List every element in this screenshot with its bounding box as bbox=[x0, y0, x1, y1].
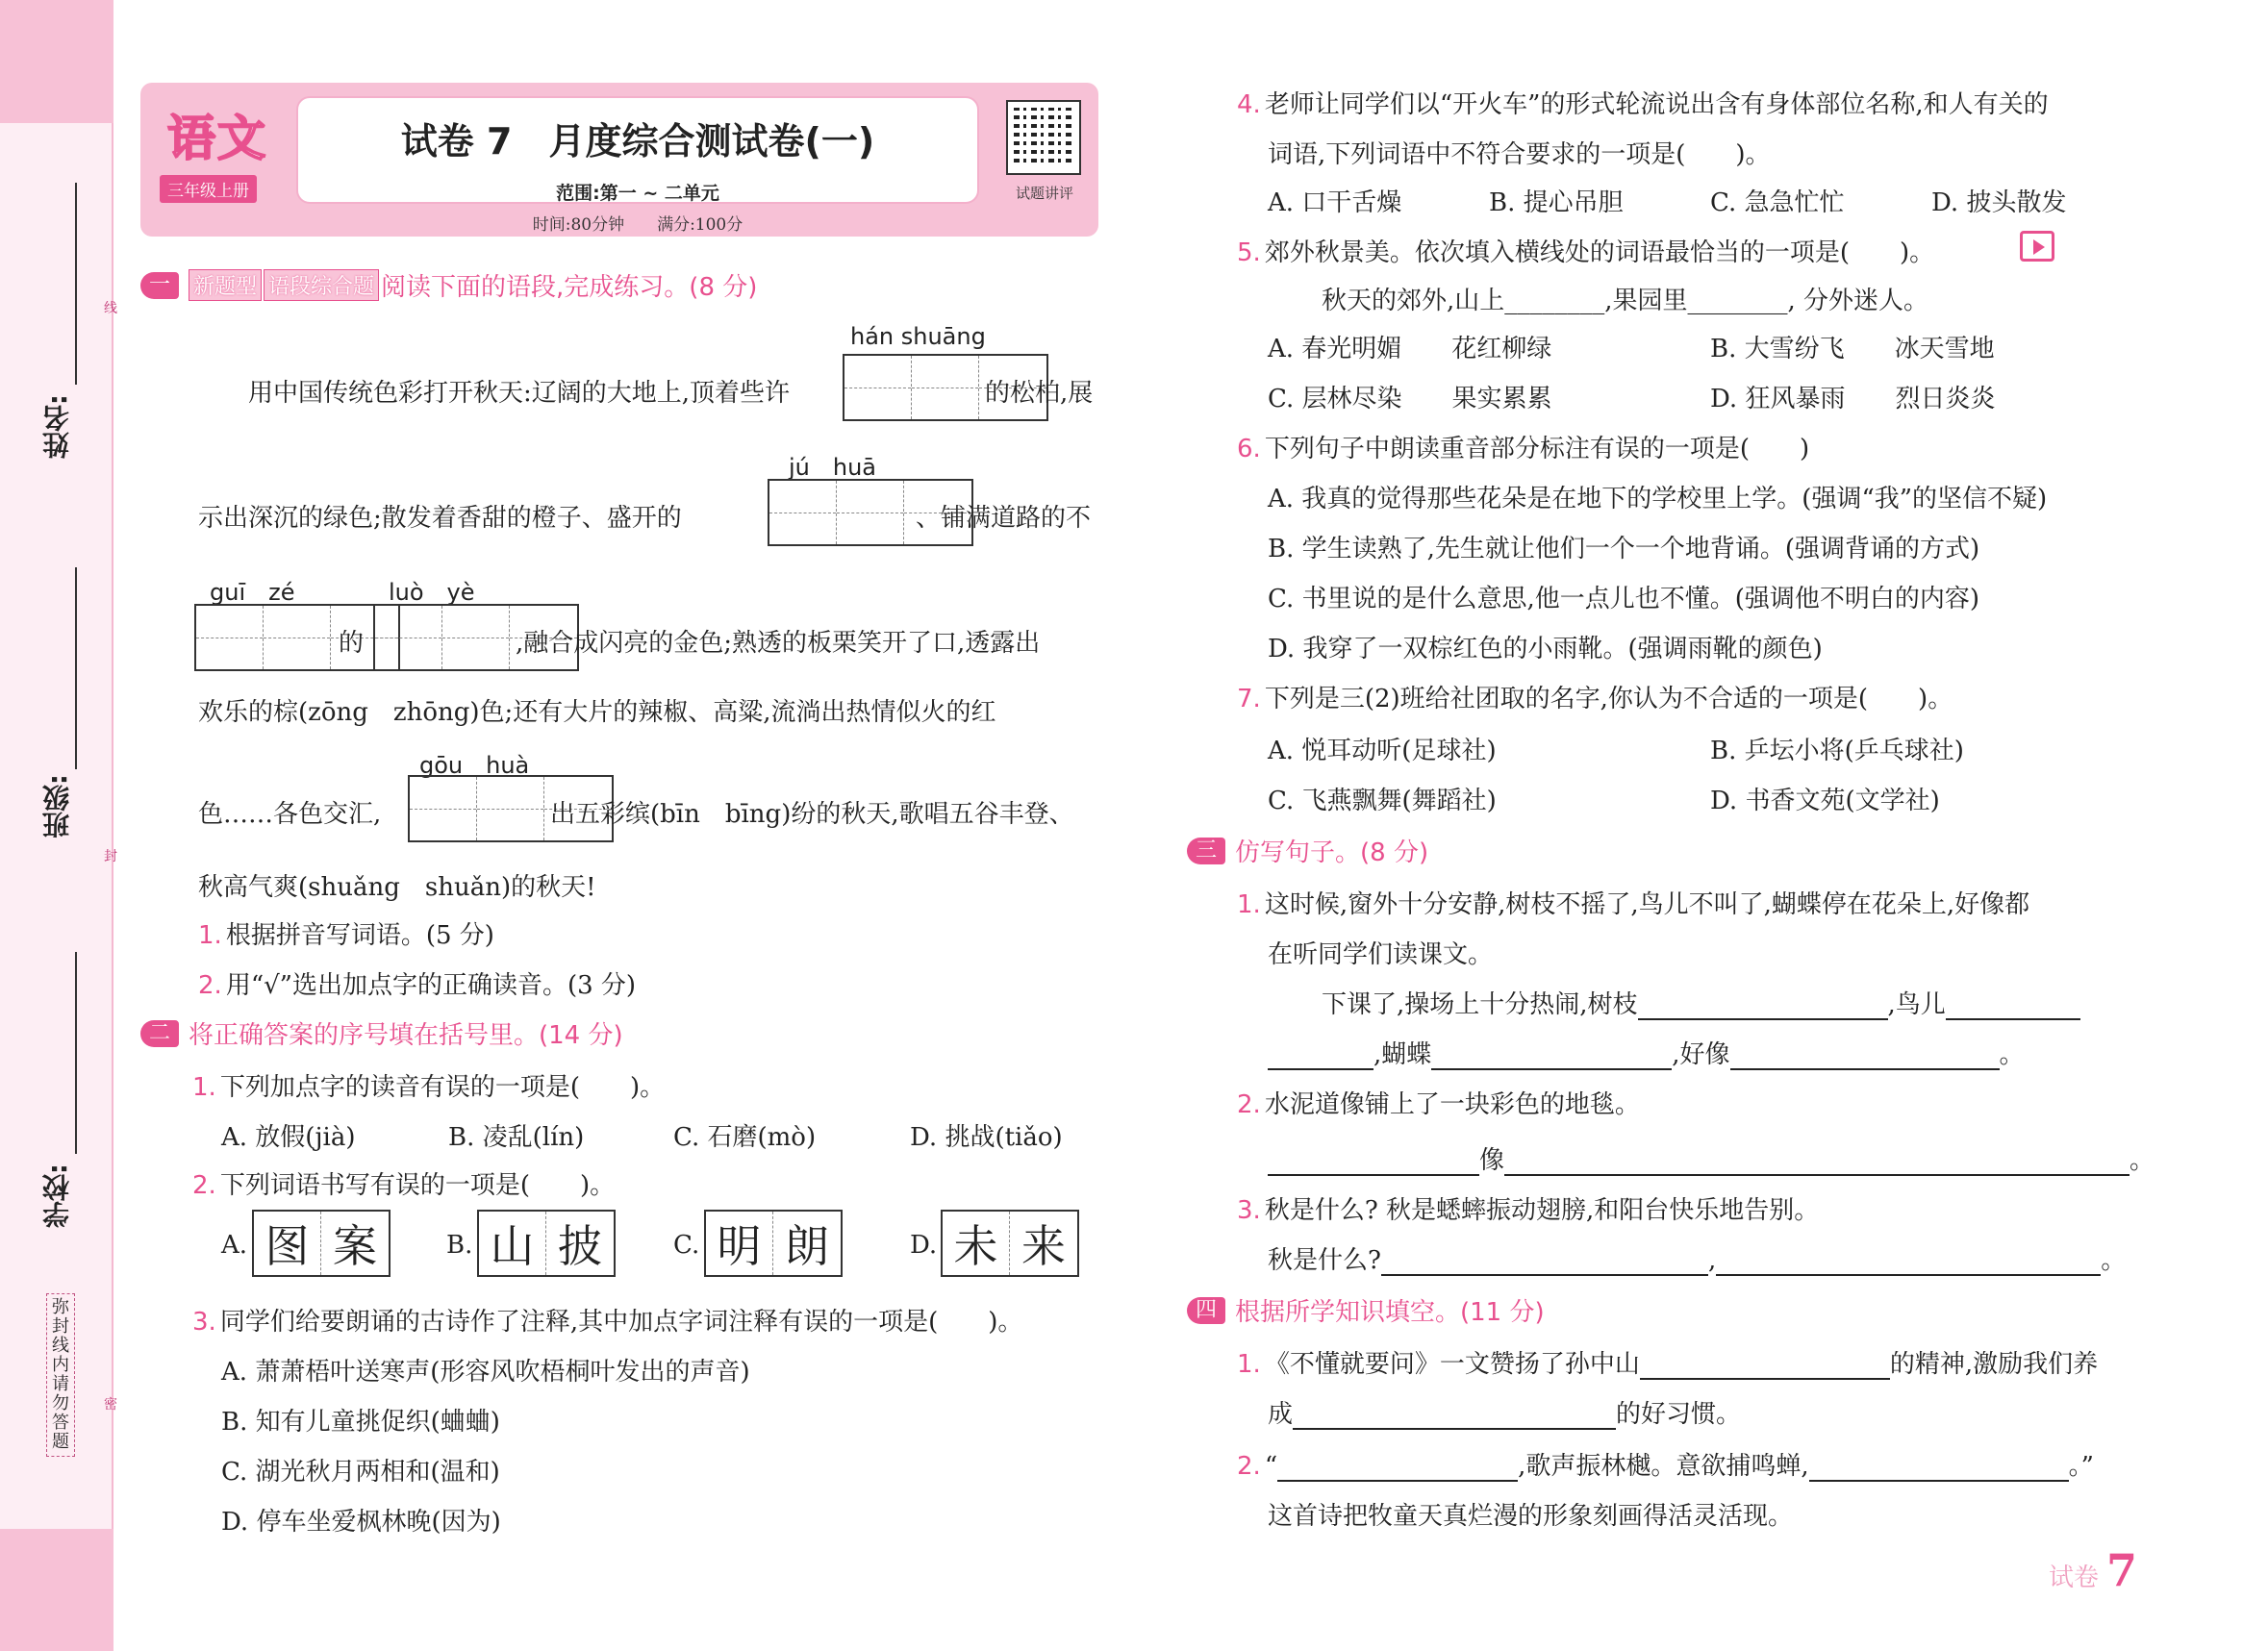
option[interactable]: B. 提心吊胆 bbox=[1489, 188, 1624, 217]
option[interactable]: B. 知有儿童挑促织(蛐蛐) bbox=[221, 1408, 500, 1437]
answer-line[interactable] bbox=[1381, 1251, 1708, 1276]
option[interactable]: A. 悦耳动听(足球社) bbox=[1268, 737, 1497, 765]
question: 5. 郊外秋景美。依次填入横线处的词语最恰当的一项是( )。 bbox=[1237, 238, 1935, 267]
option[interactable]: C. 书里说的是什么意思,他一点儿也不懂。(强调他不明白的内容) bbox=[1268, 585, 1980, 613]
question: 7. 下列是三(2)班给社团取的名字,你认为不合适的一项是( )。 bbox=[1237, 685, 1953, 713]
question-line: 词语,下列词语中不符合要求的一项是( )。 bbox=[1268, 140, 1771, 169]
option[interactable]: A. 口干舌燥 bbox=[1268, 188, 1402, 217]
passage-line: 秋高气爽(shuǎng shuǎn)的秋天! bbox=[198, 873, 596, 902]
passage-line: 用中国传统色彩打开秋天:辽阔的大地上,顶着些许 bbox=[248, 379, 791, 408]
seal-mark: 封 bbox=[104, 849, 117, 864]
passage-line: 色……各色交汇, bbox=[198, 800, 382, 829]
option-letter: A. bbox=[221, 1231, 248, 1260]
imitation-line: 像 。 bbox=[1268, 1140, 2155, 1176]
question: 1. 《不懂就要问》一文赞扬了孙中山 的精神,激励我们养 bbox=[1237, 1350, 2099, 1379]
name-field[interactable] bbox=[75, 183, 77, 385]
question-line: 在听同学们读课文。 bbox=[1268, 940, 1494, 969]
new-type-tag: 新题型 bbox=[189, 269, 262, 301]
passage-line: 的松柏,展 bbox=[985, 379, 1094, 408]
school-label: 学校: bbox=[41, 1163, 73, 1229]
option-letter: D. bbox=[910, 1231, 938, 1260]
option[interactable]: A. 放假(jià) bbox=[221, 1123, 356, 1152]
section-3-heading: 三 仿写句子。(8 分) bbox=[1187, 833, 1428, 868]
passage-line: ,融合成闪亮的金色;熟透的板栗笑开了口,透露出 bbox=[516, 629, 1041, 658]
question: 1. 根据拼音写词语。(5 分) bbox=[198, 921, 494, 950]
option[interactable]: D. 披头散发 bbox=[1931, 188, 2067, 217]
question: 3. 同学们给要朗诵的古诗作了注释,其中加点字词注释有误的一项是( )。 bbox=[192, 1308, 1023, 1337]
option[interactable]: B. 凌乱(lín) bbox=[448, 1123, 585, 1152]
answer-line[interactable] bbox=[1504, 1151, 2129, 1176]
answer-line[interactable] bbox=[1293, 1405, 1616, 1430]
passage-line: 示出深沉的绿色;散发着香甜的橙子、盛开的 bbox=[198, 504, 682, 533]
passage-line: 欢乐的棕(zōng zhōng)色;还有大片的辣椒、高粱,流淌出热情似火的红 bbox=[198, 698, 996, 727]
option[interactable]: C. 飞燕飘舞(舞蹈社) bbox=[1268, 787, 1497, 815]
word-box[interactable]: 未 来 bbox=[941, 1210, 1079, 1277]
option[interactable]: A. 春光明媚 花红柳绿 bbox=[1268, 335, 1552, 363]
answer-line[interactable] bbox=[1716, 1251, 2101, 1276]
qr-label: 试题讲评 bbox=[1015, 185, 1073, 202]
binding-strip bbox=[0, 0, 117, 1651]
option[interactable]: C. 湖光秋月两相和(温和) bbox=[221, 1458, 500, 1487]
passage-line: 出五彩缤(bīn bīng)纷的秋天,歌唱五谷丰登、 bbox=[550, 800, 1074, 829]
option[interactable]: C. 石磨(mò) bbox=[673, 1123, 817, 1152]
answer-line[interactable] bbox=[1638, 995, 1888, 1020]
pinyin: guī zé bbox=[210, 579, 295, 606]
answer-line[interactable] bbox=[1730, 1045, 2000, 1070]
exam-time: 时间:80分钟 满分:100分 bbox=[532, 215, 743, 235]
imitation-line: ,蝴蝶 ,好像 。 bbox=[1268, 1035, 2025, 1070]
grade-badge: 三年级上册 bbox=[160, 175, 257, 203]
option[interactable]: D. 停车坐爱枫林晚(因为) bbox=[221, 1508, 501, 1537]
pinyin: luò yè bbox=[389, 579, 475, 606]
seal-warning: 弥封线内请勿答题 bbox=[46, 1293, 75, 1457]
question: 2. 用“√”选出加点字的正确读音。(3 分) bbox=[198, 971, 637, 1000]
option[interactable]: D. 书香文苑(文学社) bbox=[1710, 787, 1940, 815]
word-box[interactable]: 山 披 bbox=[477, 1210, 616, 1277]
subject-badge bbox=[140, 83, 285, 200]
school-field[interactable] bbox=[75, 952, 77, 1154]
word-box[interactable]: 明 朗 bbox=[704, 1210, 843, 1277]
imitation-line: 下课了,操场上十分热闹,树枝 ,鸟儿 bbox=[1322, 985, 2080, 1020]
section-2-heading: 二 将正确答案的序号填在括号里。(14 分) bbox=[140, 1015, 623, 1051]
imitation-line: 秋是什么? , 。 bbox=[1268, 1246, 2127, 1275]
answer-grid[interactable] bbox=[194, 604, 400, 671]
option[interactable]: A. 萧萧梧叶送寒声(形容风吹梧桐叶发出的声音) bbox=[221, 1358, 750, 1387]
binding-bottom-block bbox=[0, 1529, 113, 1651]
question: 1. 下列加点字的读音有误的一项是( )。 bbox=[192, 1073, 666, 1102]
question: 2. “ ,歌声振林樾。意欲捕鸣蝉, 。” bbox=[1237, 1452, 2094, 1481]
class-field[interactable] bbox=[75, 567, 77, 769]
option[interactable]: D. 我穿了一双棕红色的小雨靴。(强调雨靴的颜色) bbox=[1268, 635, 1823, 663]
question: 2. 下列词语书写有误的一项是( )。 bbox=[192, 1171, 616, 1200]
question-sentence: 秋天的郊外,山上________,果园里________, 分外迷人。 bbox=[1322, 287, 1929, 315]
page-number: 试卷 7 bbox=[2049, 1544, 2138, 1596]
word-box[interactable]: 图 案 bbox=[252, 1210, 391, 1277]
option[interactable]: B. 学生读熟了,先生就让他们一个一个地背诵。(强调背诵的方式) bbox=[1268, 535, 1980, 563]
option[interactable]: C. 急急忙忙 bbox=[1710, 188, 1845, 217]
option[interactable]: B. 大雪纷飞 冰天雪地 bbox=[1710, 335, 1995, 363]
seal-mark: 线 bbox=[104, 301, 117, 316]
option[interactable]: D. 挑战(tiǎo) bbox=[910, 1123, 1063, 1152]
section-4-heading: 四 根据所学知识填空。(11 分) bbox=[1187, 1292, 1545, 1328]
option[interactable]: C. 层林尽染 果实累累 bbox=[1268, 385, 1552, 413]
answer-line[interactable] bbox=[1640, 1355, 1890, 1380]
name-label: 姓名: bbox=[41, 394, 73, 460]
seal-mark: 密 bbox=[104, 1397, 117, 1413]
section-title: 阅读下面的语段,完成练习。(8 分) bbox=[381, 273, 758, 302]
pinyin: jú huā bbox=[789, 454, 877, 481]
binding-top-block bbox=[0, 0, 113, 123]
option[interactable]: A. 我真的觉得那些花朵是在地下的学校里上学。(强调“我”的坚信不疑) bbox=[1268, 485, 2048, 513]
video-icon[interactable] bbox=[2020, 231, 2054, 262]
question-line: 成 的好习惯。 bbox=[1268, 1400, 1742, 1429]
question-line: 这首诗把牧童天真烂漫的形象刻画得活灵活现。 bbox=[1268, 1502, 1794, 1531]
option[interactable]: D. 狂风暴雨 烈日炎炎 bbox=[1710, 385, 1996, 413]
exam-range: 范围:第一 ~ 二单元 bbox=[556, 183, 719, 204]
question: 2. 水泥道像铺上了一块彩色的地毯。 bbox=[1237, 1090, 1640, 1119]
passage-line: 的 bbox=[339, 629, 365, 658]
option-letter: B. bbox=[446, 1231, 473, 1260]
question-type-tag: 语段综合题 bbox=[264, 269, 379, 301]
section-number: 一 bbox=[140, 272, 179, 299]
question: 6. 下列句子中朗读重音部分标注有误的一项是( ) bbox=[1237, 435, 1810, 463]
passage-line: 、铺满道路的不 bbox=[916, 504, 1092, 533]
qr-code-icon[interactable] bbox=[1006, 100, 1081, 175]
question: 4. 老师让同学们以“开火车”的形式轮流说出含有身体部位名称,和人有关的 bbox=[1237, 90, 2049, 119]
pinyin: hán shuāng bbox=[850, 323, 986, 350]
class-label: 班级: bbox=[41, 774, 73, 839]
answer-line[interactable] bbox=[1268, 1151, 1479, 1176]
title-card bbox=[296, 96, 979, 204]
question: 3. 秋是什么? 秋是蟋蟀振动翅膀,和阳台快乐地告别。 bbox=[1237, 1196, 1820, 1225]
question: 1. 这时候,窗外十分安静,树枝不摇了,鸟儿不叫了,蝴蝶停在花朵上,好像都 bbox=[1237, 890, 2030, 919]
answer-line[interactable] bbox=[1277, 1457, 1518, 1482]
section-1-heading bbox=[140, 267, 757, 303]
option[interactable]: B. 乒坛小将(乒乓球社) bbox=[1710, 737, 1964, 765]
exam-title: 试卷 7 月度综合测试卷(一) bbox=[400, 120, 875, 163]
pinyin: gōu huà bbox=[419, 752, 530, 779]
answer-line[interactable] bbox=[1431, 1045, 1672, 1070]
option-letter: C. bbox=[673, 1231, 700, 1260]
answer-line[interactable] bbox=[1946, 995, 2080, 1020]
answer-line[interactable] bbox=[1268, 1045, 1373, 1070]
subject-title: 语文 bbox=[167, 111, 267, 166]
answer-line[interactable] bbox=[1809, 1457, 2069, 1482]
